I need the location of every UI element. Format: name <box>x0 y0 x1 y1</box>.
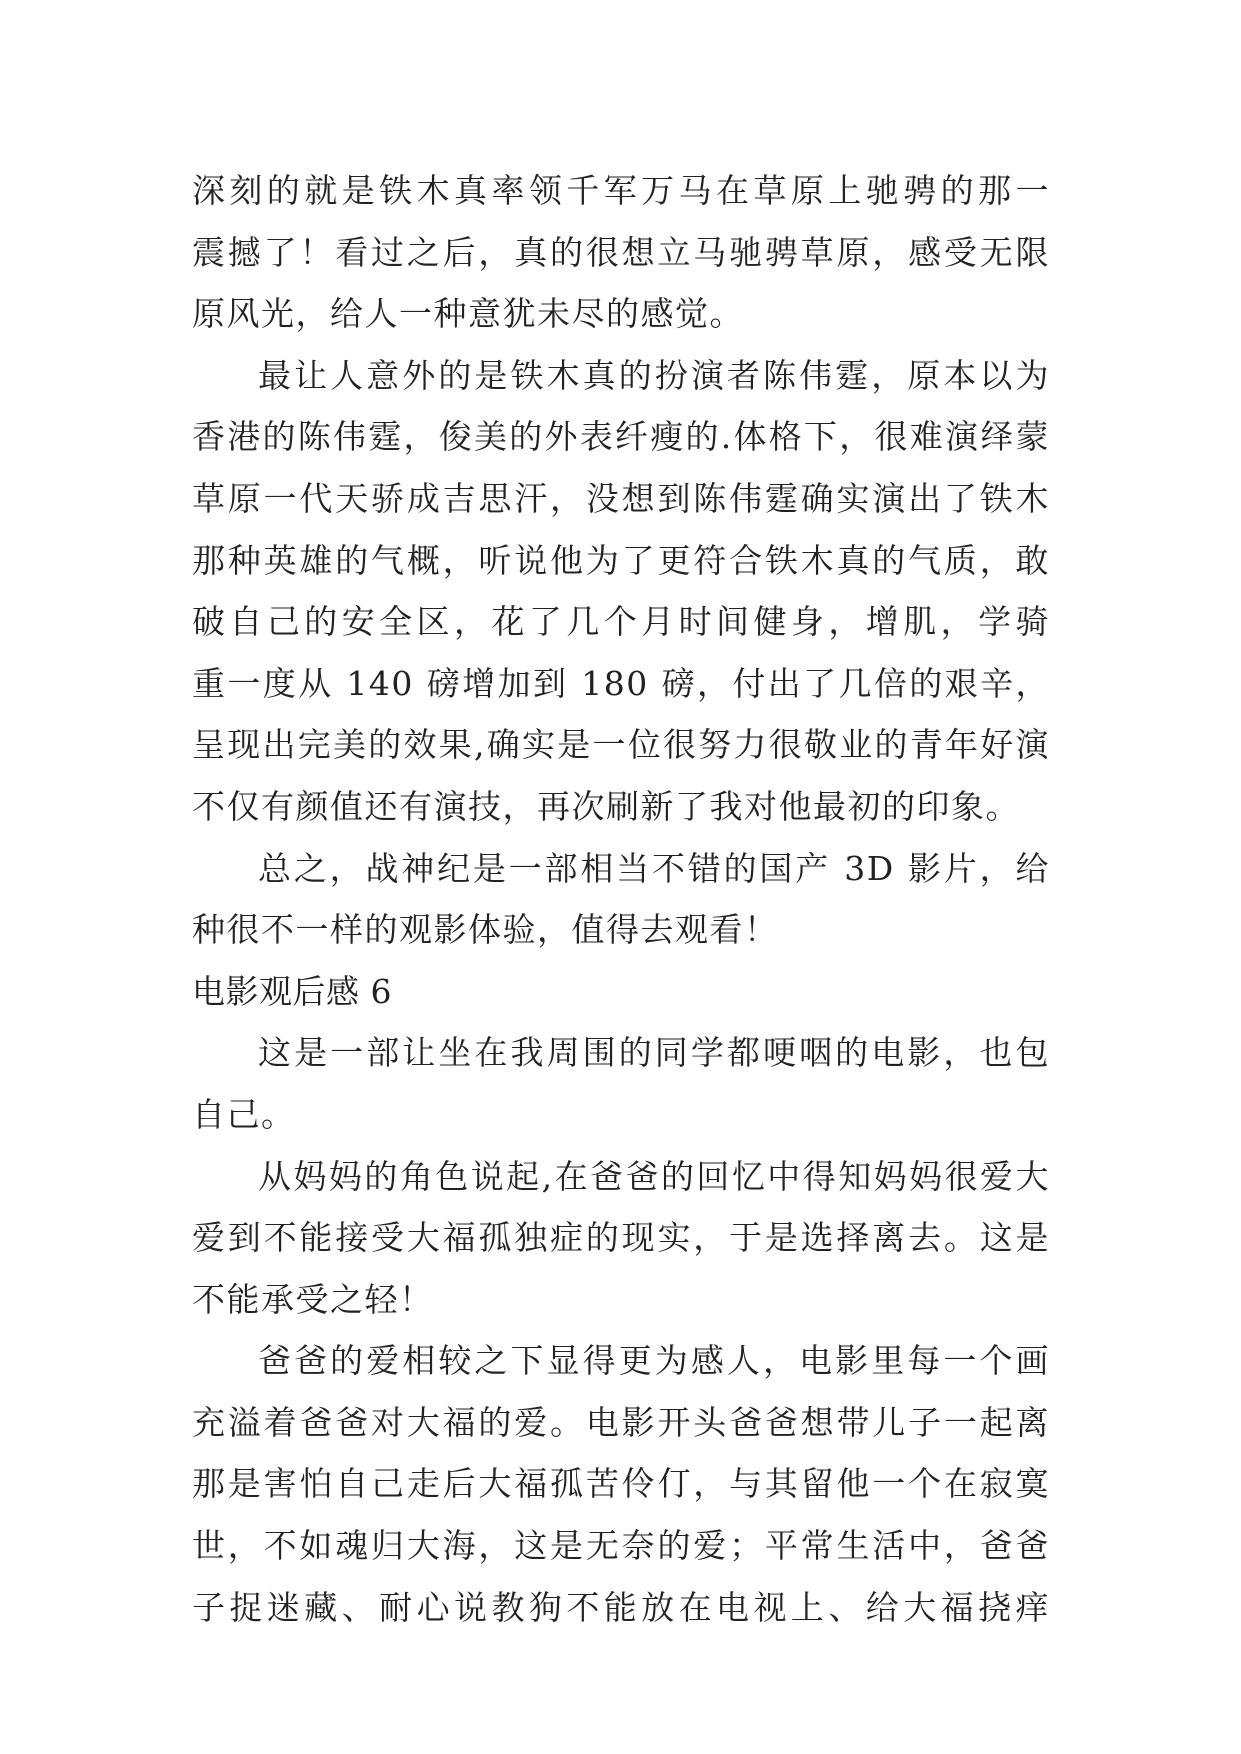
text-line: 不能承受之轻！ <box>192 1279 434 1319</box>
text-line: 种很不一样的观影体验，值得去观看！ <box>192 910 779 950</box>
text-line: 香港的陈伟霆，俊美的外表纤瘦的.体格下，很难演绎蒙 <box>192 417 1050 457</box>
text-line: 总之，战神纪是一部相当不错的国产 3D 影片，给 <box>258 848 1050 888</box>
text-line: 从妈妈的角色说起,在爸爸的回忆中得知妈妈很爱大 <box>258 1156 1050 1196</box>
text-line: 破自己的安全区，花了几个月时间健身，增肌，学骑 <box>192 602 1050 642</box>
text-line: 震撼了！看过之后，真的很想立马驰骋草原，感受无限 <box>192 232 1050 272</box>
text-line: 不仅有颜值还有演技，再次刷新了我对他最初的印象。 <box>192 786 1020 826</box>
body-text <box>192 160 1050 1638</box>
text-line: 那种英雄的气概，听说他为了更符合铁木真的气质，敢 <box>192 540 1050 580</box>
text-line: 草原一代天骄成吉思汗，没想到陈伟霆确实演出了铁木 <box>192 478 1050 518</box>
text-line: 原风光，给人一种意犹未尽的感觉。 <box>192 294 744 334</box>
text-line: 世，不如魂归大海，这是无奈的爱；平常生活中，爸爸 <box>192 1526 1050 1566</box>
text-line: 爸爸的爱相较之下显得更为感人，电影里每一个画 <box>258 1341 1050 1381</box>
text-line: 那是害怕自己走后大福孤苦伶仃，与其留他一个在寂寞 <box>192 1464 1050 1504</box>
text-line: 自己。 <box>192 1094 296 1134</box>
text-line: 充溢着爸爸对大福的爱。电影开头爸爸想带儿子一起离 <box>192 1402 1050 1442</box>
section-heading: 电影观后感 6 <box>192 971 392 1011</box>
text-line: 这是一部让坐在我周围的同学都哽咽的电影，也包 <box>258 1033 1050 1073</box>
text-line: 深刻的就是铁木真率领千军万马在草原上驰骋的那一 <box>192 171 1050 210</box>
text-line: 重一度从 140 磅增加到 180 磅，付出了几倍的艰辛， <box>192 663 1050 703</box>
text-line: 呈现出完美的效果,确实是一位很努力很敬业的青年好演 <box>192 725 1050 765</box>
text-line: 最让人意外的是铁木真的扮演者陈伟霆，原本以为 <box>258 355 1050 395</box>
text-line: 子捉迷藏、耐心说教狗不能放在电视上、给大福挠痒 <box>192 1587 1050 1627</box>
text-line: 爱到不能接受大福孤独症的现实，于是选择离去。这是 <box>192 1218 1050 1258</box>
